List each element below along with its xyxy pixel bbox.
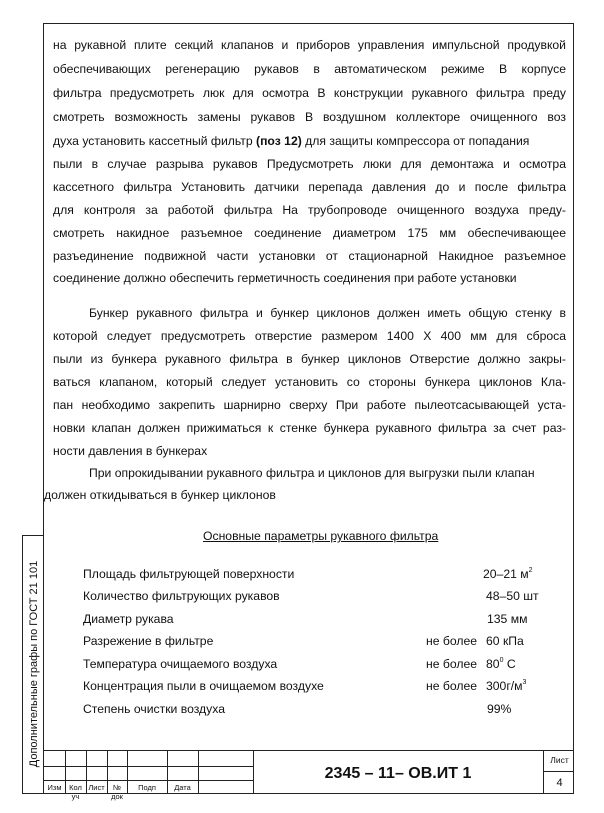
body-line: пан необходимо закрепить шарнирно сверху При работе пылеотсасывающей уста- [53,398,566,412]
tb-col-label: № док [111,783,123,801]
tb-col-label: Изм [47,783,62,792]
param-limit: не более [426,634,478,648]
body-line: пыли из бункера рукавного фильтра в бункер циклонов Отверстие должно закры- [53,352,566,366]
param-name: Температура очищаемого воздуха [83,657,278,671]
param-value: 20–21 $м^2$ [483,567,533,581]
body-line: новки клапан должен прижиматься к стенке бункера рукавного фильтра за счет раз- [53,421,566,435]
tb-line [543,771,574,772]
param-limit: не более [426,679,478,693]
sheet-label: Лист [550,755,569,765]
body-line: соединение должно обеспечить герметичность соединения при работе установки [53,271,517,285]
body-line: Бункер рукавного фильтра и бункер циклонов должен иметь общую стенку в [89,306,566,320]
body-line: фильтра предусмотреть люк для осмотра В конструкции рукавного фильтра преду [53,86,566,100]
param-row [83,612,563,628]
tb-line [198,750,199,794]
param-value: 135 мм [487,612,528,626]
side-stamp-text: Дополнительные графы по ГОСТ 21 101 [28,560,40,768]
sheet-number: 4 [556,777,563,789]
param-name: Диаметр рукава [83,612,174,626]
param-row [83,567,563,583]
tb-line [543,750,544,794]
tb-col-label: Дата [174,783,191,792]
body-line: обеспечивающих регенерацию рукавов в автоматическом режиме В корпусе [53,62,566,76]
param-name: Разрежение в фильтре [83,634,214,648]
param-name: Количество фильтрующих рукавов [83,589,280,603]
param-row [83,657,563,673]
body-line: разъединение подвижной части установки от стационарной Накидное разъемное [53,249,566,263]
body-line: на рукавной плите секций клапанов и приборов управления импульсной продувкой [53,38,566,52]
tb-col-label: Подп [138,783,156,792]
side-stamp [22,535,44,794]
param-value: 99% [487,702,512,716]
tb-col-label: Кол уч [69,783,82,801]
body-line: смотреть возможность замены рукавов В воздушном коллекторе очищенного воз [53,110,566,124]
param-value: 48–50 шт [486,589,539,603]
body-line: должен откидываться в бункер циклонов [44,488,276,502]
param-row [83,679,563,695]
body-text: для защиты компрессора от попадания [305,134,530,148]
tb-line [44,780,253,781]
body-line: для контроля за работой фильтра На трубопроводе очищенного воздуха преду- [53,203,566,217]
param-row [83,634,563,650]
tb-col-label: Лист [88,783,105,792]
param-limit: не более [426,657,478,671]
params-title: Основные параметры рукавного фильтра [203,529,439,543]
tb-line [44,766,253,767]
tb-line [44,750,574,751]
param-name: Площадь фильтрующей поверхности [83,567,295,581]
document-code: 2345 – 11– ОВ.ИТ 1 [324,765,472,782]
param-value: $300г/м^3$ [486,679,527,693]
body-line: ности давления в бункерах [53,444,208,458]
body-line: пыли в случае разрыва рукавов Предусмотреть люки для демонтажа и осмотра [53,157,566,171]
param-row [83,702,563,718]
param-name: Концентрация пыли в очищаемом воздухе [83,679,324,693]
body-text: духа установить кассетный фильтр [53,134,253,148]
param-value: $80^0$ С [486,657,516,671]
body-line: кассетного фильтра Установить датчики перепада давления до и после фильтра [53,180,566,194]
body-line: ваться клапаном, который следует установить со стороны бункера циклонов Кла- [53,375,566,389]
param-value: 60 кПа [486,634,524,648]
body-line: которой следует предусмотреть отверстие размером 1400 Х 400 мм для сброса [53,329,566,343]
param-name: Степень очистки воздуха [83,702,225,716]
body-line: смотреть накидное разъемное соединение диаметром 175 мм обеспечивающее [53,226,566,240]
body-line: При опрокидывании рукавного фильтра и циклонов для выгрузки пыли клапан [89,466,535,480]
position-ref: (поз 12) [256,134,302,148]
param-row [83,589,563,605]
body-line-with-ref [53,133,566,149]
